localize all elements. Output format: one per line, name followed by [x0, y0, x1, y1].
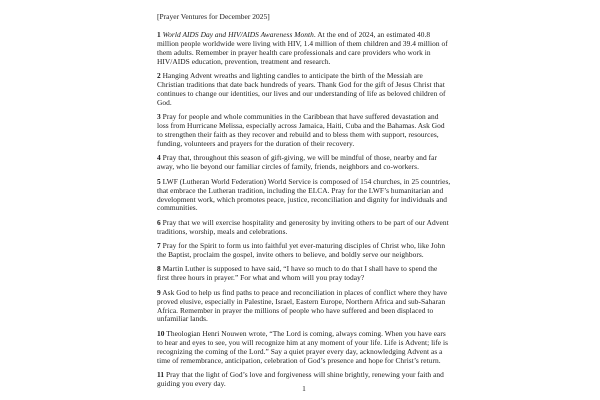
paragraph [157, 242, 451, 260]
paragraph [157, 219, 451, 237]
paragraph [157, 289, 451, 325]
paragraph-italic-lead: World AIDS Day and HIV/AIDS Awareness Month [162, 30, 314, 39]
paragraph-text: Ask God to help us find paths to peace and reconciliation in places of conflict where they have proved elusive, especially in Palestine, Israel, Eastern Europe, Northern Africa and sub-Saharan Africa. Remember in prayer the millions of people who have suffered and been displaced to unfamiliar lands. [157, 287, 448, 324]
paragraph-text: Hanging Advent wreaths and lighting candles to anticipate the birth of the Messiah are Christian traditions that date back hundreds of years. Thank God for the gift of Jesus Christ that continues to change our identities, our lives and our understanding of life as beloved children of God. [157, 71, 446, 107]
paragraph-text: LWF (Lutheran World Federation) World Service is composed of 154 churches, in 25 countries, that embrace the Lutheran tradition, including the ELCA. Pray for the LWF’s humanitarian and development work, which promotes peace, justice, reconciliation and dignity for individuals and communities. [157, 176, 451, 213]
paragraph [157, 178, 451, 214]
paragraph-number: 3 [157, 112, 161, 122]
paragraph-number: 7 [157, 241, 161, 251]
paragraph [157, 31, 451, 67]
paragraph-text: Pray that, throughout this season of gift-giving, we will be mindful of those, nearby and far away, who lie beyond our familiar circles of family, friends, neighbors and co-workers. [157, 153, 438, 172]
paragraph-text: Martin Luther is supposed to have said, “I have so much to do that I shall have to spend the first three hours in prayer.” For what and whom will you pray today? [157, 264, 438, 283]
paragraph-text: Pray that the light of God’s love and forgiveness will shine brightly, renewing your faith and guiding you every day. [157, 370, 444, 388]
page-number: 1 [302, 384, 306, 393]
paragraph-number: 9 [157, 287, 161, 297]
paragraph-list [157, 31, 451, 389]
paragraph-number: 2 [157, 71, 161, 81]
paragraph [157, 72, 451, 108]
paragraph-text: . At the end of 2024, an estimated 40.8 million people worldwide were living with HIV, 1.4 million of them children and 39.4 million of them adults. Remember in prayer health care professionals and care providers who work in HIV/AIDS education, prevention, treatment and research. [157, 30, 448, 66]
paragraph-text: Pray that we will exercise hospitality and generosity by inviting others to be part of our Advent traditions, worship, meals and celebrations. [157, 217, 449, 236]
paragraph-number: 8 [157, 264, 161, 274]
paragraph-number: 1 [157, 30, 161, 39]
paragraph-text: Pray for people and whole communities in the Caribbean that have suffered devastation and loss from Hurricane Melissa, especially across Jamaica, Haiti, Cuba and the Bahamas. Ask God to strengthen their faith as they recover and rebuild and to bless them with support, resources, funding, volunteers and prayers for the duration of their recovery. [157, 112, 445, 148]
page-body [157, 12, 451, 394]
paragraph-text: Theologian Henri Nouwen wrote, “The Lord is coming, always coming. When you have ears to hear and eyes to see, you will recognize him at any moment of your life. Life is Advent; life is recognizing the coming of the Lord.” Say a quiet prayer every day, acknowledging Advent as a time of remembrance, anticipation, celebration of God’s presence and hope for Christ’s return. [157, 328, 449, 365]
paragraph [157, 265, 451, 283]
paragraph-number: 4 [157, 153, 161, 163]
paragraph-number: 5 [157, 176, 161, 186]
paragraph-number: 10 [157, 328, 165, 338]
paragraph-number: 6 [157, 217, 161, 227]
paragraph-text: Pray for the Spirit to form us into faithful yet ever-maturing disciples of Christ who, like John the Baptist, proclaim the gospel, invite others to believe, and boldly serve our neighbors. [157, 241, 446, 260]
paragraph [157, 330, 451, 366]
document-title: [Prayer Ventures for December 2025] [157, 12, 270, 21]
paragraph [157, 154, 451, 172]
paragraph [157, 113, 451, 149]
paragraph-number: 11 [157, 370, 165, 379]
